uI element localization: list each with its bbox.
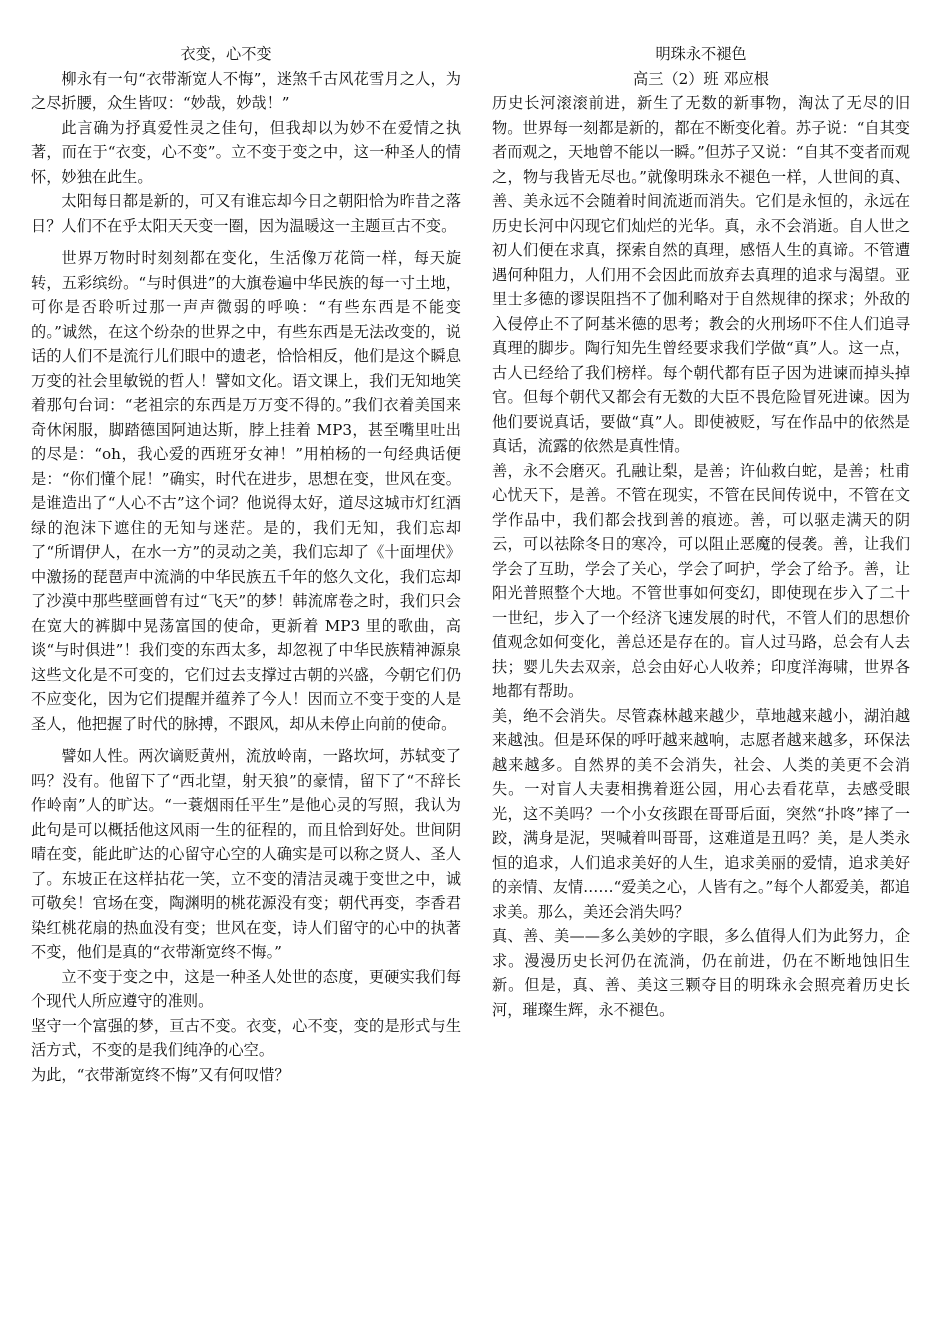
right-paragraph-4: 真、善、美——多么美妙的字眼，多么值得人们为此努力，企求。漫漫历史长河仍在流淌，仍在前进，仍在不断地蚀旧生新。但是，真、善、美这三颗夺目的明珠永会照亮着历史长河，璀璨生辉，永不褪色。 — [492, 927, 910, 1019]
right-paragraph-1: 历史长河滚滚前进，新生了无数的新事物，淘汰了无尽的旧物。世界每一刻都是新的，都在不断变化着。苏子说：“自其变者而观之，天地曾不能以一瞬。”但苏子又说：“自其不变者而观之，物与我皆无尽也。”就像明珠永不褪色一样，人世间的真、善、美永远不会随着时间流逝而消失。它们是永恒的，永远在历史长河中闪现它们灿烂的光华。真，永不会消逝。自人世之初人们便在求真，探索自然的真理，感悟人生的真谛。不管遭遇何种阻力，人们用不会因此而放弃去真理的追求与渴望。亚里士多德的谬误阻挡不了伽利略对于自然规律的探求；外敌的入侵停止不了阿基米德的思考；教会的火刑场吓不住人们追寻真理的脚步。陶行知先生曾经要求我们学做“真”人。这一点，古人已经给了我们榜样。每个朝代都有臣子因为进谏而掉头掉官。但每个朝代又都会有无数的大臣不畏危险冒死进谏。因为他们要说真话，要做“真”人。即使被贬，写在作品中的依然是真话，流露的依然是真性情。 — [492, 94, 910, 455]
right-paragraph-2: 善，永不会磨灭。孔融让梨，是善；许仙救白蛇，是善；杜甫心忧天下，是善。不管在现实，不管在民间传说中，不管在文学作品中，我们都会找到善的痕迹。善，可以驱走满天的阴云，可以祛除冬日的寒冷，可以阻止恶魔的侵袭。善，让我们学会了互助，学会了关心，学会了呵护，学会了给予。善，让阳光普照整个大地。不管世事如何变幻，即使现在步入了二十一世纪，步入了一个经济飞速发展的时代，不管人们的思想价值观念如何变化，善总还是存在的。盲人过马路，总会有人去扶；婴儿失去双亲，总会由好心人收养；印度洋海啸，世界各地都有帮助。 — [492, 461, 910, 700]
left-paragraph-2: 此言确为抒真爱性灵之佳句，但我却以为妙不在爱情之执著，而在于“衣变，心不变”。立不变于变之中，这一种圣人的情怀，妙独在此生。 — [31, 118, 461, 186]
right-paragraph-3: 美，绝不会消失。尽管森林越来越少，草地越来越小，湖泊越来越浊。但是环保的呼吁越来越响，志愿者越来越多，环保法越来越多。自然界的美不会消失，社会、人类的美更不会消失。一对盲人夫妻相携着逛公园，用心去看花草，去感受眼光，这不美吗？一个小女孩跟在哥哥后面，突然“扑咚”摔了一跤，满身是泥，哭喊着叫哥哥，这难道是丑吗？美，是人类永恒的追求，人们追求美好的人生，追求美丽的爱情，追求美好的亲情、友情……“爱美之心，人皆有之。”每个人都爱美，都追求美。那么，美还会消失吗？ — [492, 706, 910, 921]
left-essay-title: 衣变，心不变 — [180, 45, 272, 63]
left-essay — [31, 42, 461, 1087]
left-paragraph-3: 太阳每日都是新的，可又有谁忘却今日之朝阳恰为昨昔之落日？人们不在乎太阳天天变一圈，因为温暖这一主题亘古不变。 — [31, 192, 461, 235]
left-paragraph-6: 立不变于变之中，这是一种圣人处世的态度，更硬实我们每个现代人所应遵守的准则。 — [31, 967, 461, 1010]
right-essay — [492, 42, 910, 1022]
left-paragraph-5: 譬如人性。两次谪贬黄州，流放岭南，一路坎坷，苏轼变了吗？没有。他留下了“西北望，射天狼”的豪情，留下了“不辞长作岭南”人的旷达。“一蓑烟雨任平生”是他心灵的写照，我认为此句是可以概括他这风雨一生的征程的，而且恰到好处。世间阴晴在变，能此旷达的心留守心空的人确实是可以称之贤人、圣人了。东坡正在这样拈花一笑，立不变的清洁灵魂于变世之中，诚可敬矣！官场在变，陶渊明的桃花源没有变；朝代再变，李香君染红桃花扇的热血没有变；世风在变，诗人们留守的心中的执著不变，他们是真的“衣带渐宽终不悔。” — [31, 747, 461, 961]
right-essay-title: 明珠永不褪色 — [655, 45, 747, 63]
left-paragraph-4: 世界万物时时刻刻都在变化，生活像万花筒一样，每天旋转，五彩缤纷。“与时俱进”的大旗卷遍中华民族的每一寸土地，可你是否聆听过那一声声微弱的呼唤：“有些东西是不能变的。”诚然，在这个纷杂的世界之中，有些东西是无法改变的，说话的人们不是流行儿们眼中的遗老，恰恰相反，他们是这个瞬息万变的社会里敏锐的哲人！譬如文化。语文课上，我们无知地笑着那句台词：“老祖宗的东西是万万变不得的。”我们衣着美国来奇休闲服，脚踏德国阿迪达斯，脖上挂着 MP3，甚至嘴里吐出的尽是：“oh，我心爱的西班牙女神！”用柏杨的一句经典话便是：“你们懂个屁！”确实，时代在进步，思想在变，世风在变。是谁造出了“人心不古”这个词？他说得太好，道尽这城市灯红酒绿的泡沫下遮住的无知与迷茫。是的，我们无知，我们忘却了“所谓伊人，在水一方”的灵动之美，我们忘却了《十面埋伏》中激扬的琵琶声中流淌的中华民族五千年的悠久文化，我们忘却了沙漠中那些壁画曾有过“飞天”的梦！韩流席卷之时，我们只会在宽大的裤脚中晃荡富国的使命，更新着 MP3 里的歌曲，高谈“与时俱进”！我们变的东西太多，却忽视了中华民族精神源泉这些文化是不可变的，它们过去支撑过古朝的兴盛，今朝它们仍不应变化，因为它们提醒并蕴养了今人！因而立不变于变的人是圣人，他把握了时代的脉搏，不跟风，却从未停止向前的使命。 — [31, 249, 461, 733]
left-paragraph-7: 坚守一个富强的梦，亘古不变。衣变，心不变，变的是形式与生活方式，不变的是我们纯净的心空。 — [31, 1016, 461, 1059]
right-essay-byline: 高三（2）班 邓应根 — [633, 69, 769, 88]
left-paragraph-1: 柳永有一句“衣带渐宽人不悔”，迷煞千古风花雪月之人，为之尽折腰，众生皆叹：“妙哉，妙哉！” — [31, 69, 461, 112]
left-paragraph-8: 为此，“衣带渐宽终不悔”又有何叹惜？ — [31, 1065, 290, 1084]
